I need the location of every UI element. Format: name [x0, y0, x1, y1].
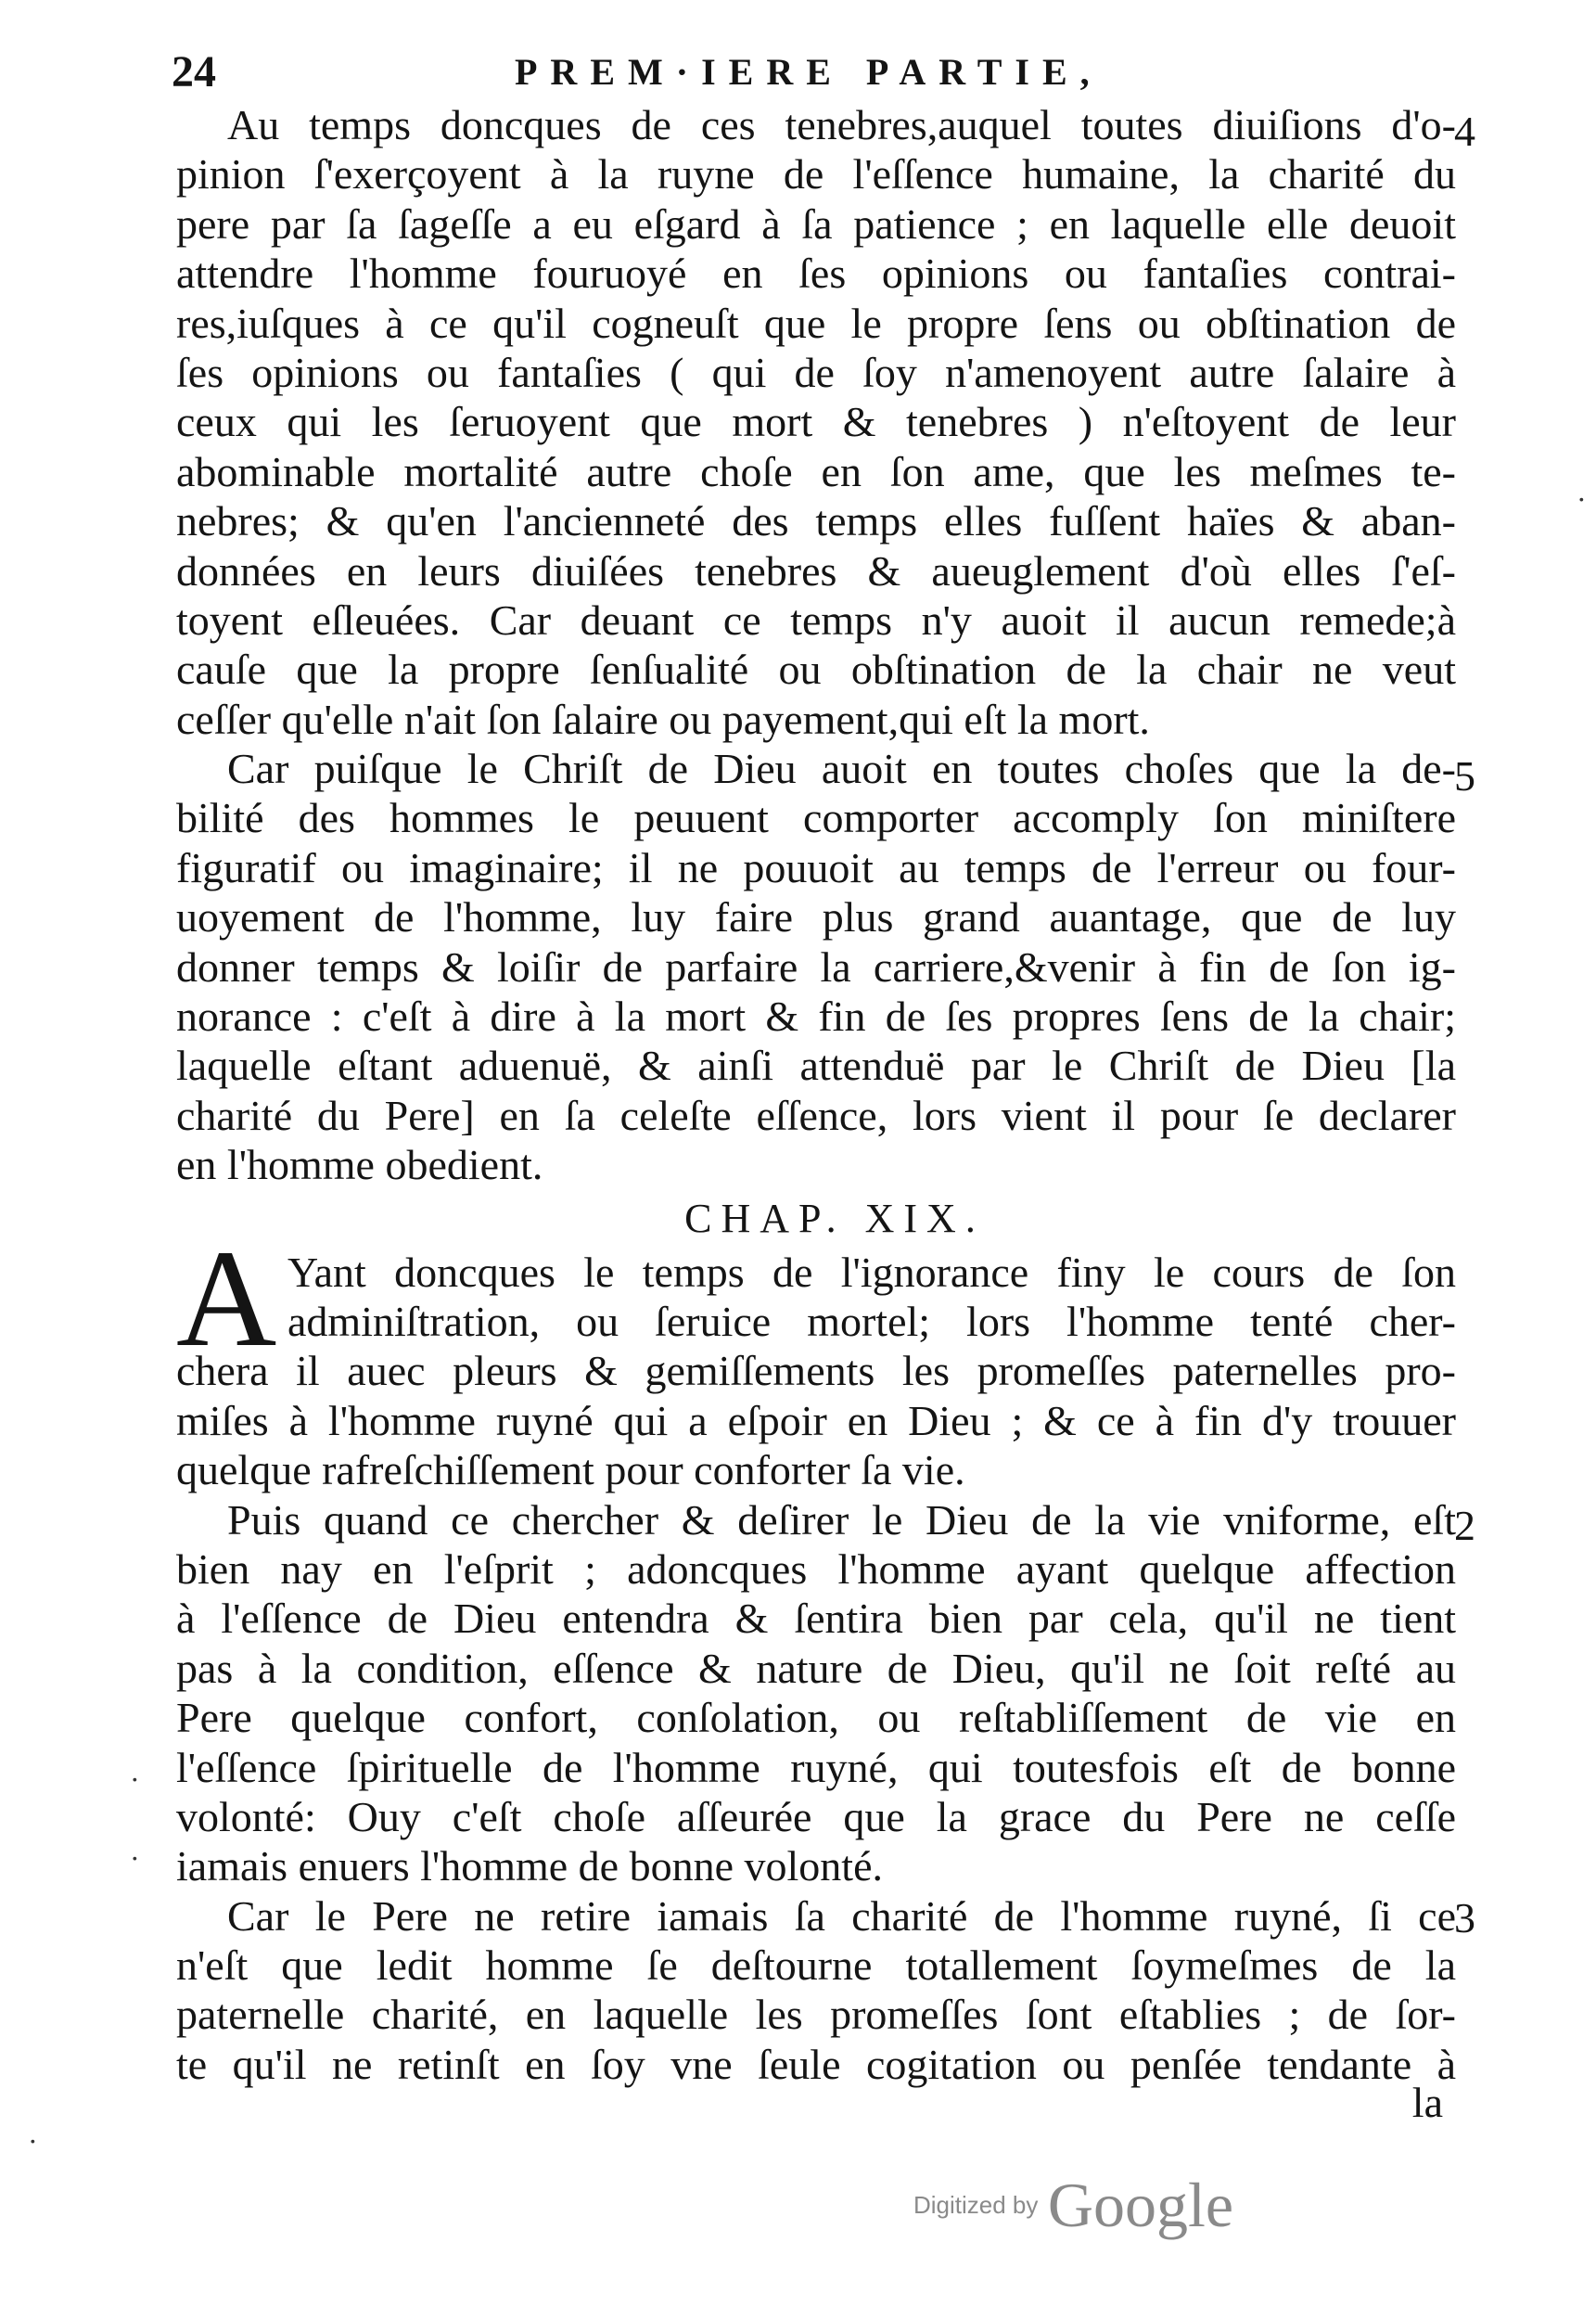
text-line: norance : c'eſt à dire à la mort & fin de ſes propres ſens de la chair;	[176, 993, 1456, 1041]
text-line: figuratif ou imaginaire; il ne pouuoit au temps de l'erreur ou four-	[176, 843, 1456, 891]
text-line: pinion ſ'exerçoyent à la ruyne de l'eſſence humaine, la charité du	[176, 150, 1456, 199]
text-line: l'eſſence ſpirituelle de l'homme ruyné, qui toutesfois eſt de bonne	[176, 1743, 1456, 1791]
margin-number: 5	[1454, 752, 1475, 800]
text-line: données en leurs diuiſées tenebres & aueuglement d'où elles ſ'eſ-	[176, 546, 1456, 595]
paragraph	[176, 100, 1456, 744]
text-line: donner temps & loiſir de parfaire la carriere,&venir à fin de ſon ig-	[176, 942, 1456, 991]
margin-number: 4	[1454, 108, 1475, 155]
drop-cap: A	[176, 1222, 277, 1376]
body-text	[176, 100, 1456, 2089]
digitized-watermark	[913, 2169, 1233, 2242]
catchword: la	[1411, 2079, 1443, 2126]
paragraph	[176, 1891, 1456, 2090]
ink-mark: ·	[28, 2124, 38, 2158]
text-line: toyent eſleuées. Car deuant ce temps n'y auoit il aucun remede;à	[176, 596, 1456, 644]
text-line: Pere quelque confort, conſolation, ou reſtabliſſement de vie en	[176, 1694, 1456, 1742]
text-line: adminiſtration, ou ſeruice mortel; lors l'homme tenté cher-	[287, 1297, 1456, 1345]
watermark-prefix: Digitized by	[913, 2191, 1039, 2219]
text-line: res,iuſques à ce qu'il cogneuſt que le propre ſens ou obſtination de	[176, 299, 1456, 347]
text-line: charité du Pere] en ſa celeſte eſſence, lors vient il pour ſe declarer	[176, 1091, 1456, 1139]
text-line: uoyement de l'homme, luy faire plus grand auantage, que de luy	[176, 893, 1456, 942]
text-line: Car le Pere ne retire iamais ſa charité de l'homme ruyné, ſi ce	[227, 1891, 1456, 1940]
text-line: Au temps doncques de ces tenebres,auquel toutes diuiſions d'o-	[227, 101, 1456, 148]
text-line: pas à la condition, eſſence & nature de Dieu, qu'il ne ſoit reſté au	[176, 1644, 1456, 1692]
running-head	[172, 45, 1451, 100]
text-line: laquelle eſtant aduenuë, & ainſi attenduë par le Chriſt de Dieu [la	[176, 1042, 1456, 1090]
text-line: n'eſt que ledit homme ſe deſtourne totallement ſoymeſmes de la	[176, 1941, 1456, 1990]
text-line: ceux qui les ſeruoyent que mort & tenebres ) n'eſtoyent de leur	[176, 398, 1456, 446]
text-line: bien nay en l'eſprit ; adoncques l'homme ayant quelque affection	[176, 1544, 1456, 1593]
ink-mark: ·	[130, 1841, 140, 1875]
ink-mark: ·	[130, 1762, 140, 1796]
chapter-heading: CHAP. XIX.	[684, 1195, 985, 1241]
text-line: cauſe que la propre ſenſualité ou obſtination de la chair ne veut	[176, 646, 1456, 694]
google-logo: Google	[1047, 2170, 1234, 2240]
text-line: Puis quand ce chercher & deſirer le Dieu de la vie vniforme, eſt	[227, 1495, 1456, 1544]
text-line: chera il auec pleurs & gemiſſements les promeſſes paternelles pro-	[176, 1347, 1456, 1395]
paragraph	[176, 744, 1456, 1190]
text-line: ſes opinions ou fantaſies ( qui de ſoy n'amenoyent autre ſalaire à	[176, 348, 1456, 396]
chapter-opening	[176, 1248, 1456, 1495]
text-line: paternelle charité, en laquelle les promeſſes ſont eſtablies ; de ſor-	[176, 1991, 1456, 2039]
text-line: miſes à l'homme ruyné qui a eſpoir en Dieu ; & ce à fin d'y trouuer	[176, 1396, 1456, 1444]
text-line: quelque rafreſchiſſement pour conforter ſa vie.	[176, 1446, 965, 1494]
margin-number: 3	[1454, 1894, 1475, 1941]
text-line: à l'eſſence de Dieu entendra & ſentira bien par cela, qu'il ne tient	[176, 1595, 1456, 1643]
ink-mark: ·	[1577, 482, 1587, 516]
text-line: bilité des hommes le peuuent comporter accomply ſon miniſtere	[176, 794, 1456, 842]
margin-number: 2	[1454, 1502, 1475, 1549]
text-line: Yant doncques le temps de l'ignorance finy le cours de ſon	[287, 1248, 1456, 1296]
text-line: en l'homme obedient.	[176, 1141, 543, 1189]
text-line: Car puiſque le Chriſt de Dieu auoit en toutes choſes que la de-	[227, 745, 1456, 793]
text-line: abominable mortalité autre choſe en ſon ame, que les meſmes te-	[176, 447, 1456, 495]
text-line: pere par ſa ſageſſe a eu eſgard à ſa patience ; en laquelle elle deuoit	[176, 199, 1456, 248]
text-line: attendre l'homme fouruoyé en ſes opinions ou fantaſies contrai-	[176, 250, 1456, 298]
page-number: 24	[172, 47, 216, 96]
text-line: nebres; & qu'en l'ancienneté des temps elles fuſſent haïes & aban-	[176, 497, 1456, 545]
text-line: iamais enuers l'homme de bonne volonté.	[176, 1842, 883, 1890]
text-line: te qu'il ne retinſt en ſoy vne ſeule cogitation ou penſée tendante à	[176, 2040, 1456, 2088]
running-title: PREM·IERE PARTIE,	[515, 51, 1103, 93]
paragraph	[176, 1495, 1456, 1891]
text-line: volonté: Ouy c'eſt choſe aſſeurée que la grace du Pere ne ceſſe	[176, 1792, 1456, 1840]
text-line: ceſſer qu'elle n'ait ſon ſalaire ou payement,qui eſt la mort.	[176, 695, 1150, 743]
